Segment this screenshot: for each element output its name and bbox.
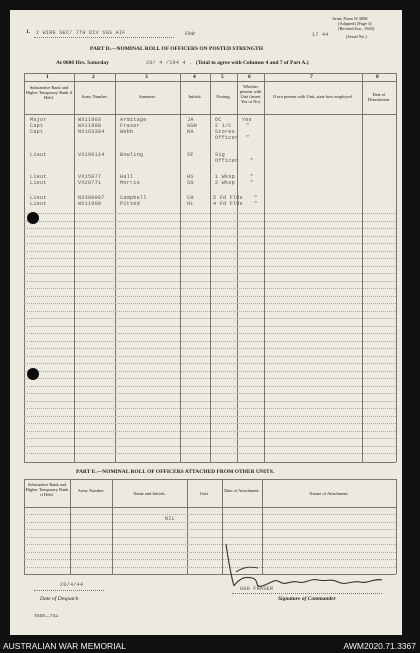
ruled-line xyxy=(24,273,396,274)
initials-cell: SG xyxy=(187,180,194,186)
posting-cell: 1 Wksp xyxy=(215,174,235,180)
surname-cell: Pitted xyxy=(120,201,140,207)
posting-cell: OC xyxy=(215,117,222,123)
ruled-line xyxy=(24,529,396,530)
print-code: T0455—7/42. xyxy=(34,613,59,618)
e-col-header-army-number: Army Number. xyxy=(77,488,105,493)
ruled-line xyxy=(24,393,396,394)
army-number-cell: VX15077 xyxy=(78,174,102,180)
ruled-line xyxy=(24,401,396,402)
present-cell: " xyxy=(250,174,254,180)
surname-cell: Armitage xyxy=(120,117,147,123)
army-form-code: Army Form W.3008 xyxy=(332,16,368,21)
ruled-line xyxy=(24,326,396,327)
initials-cell: GGH xyxy=(187,123,197,129)
ruled-line xyxy=(24,356,396,357)
archive-banner xyxy=(0,640,420,653)
army-number-cell: NX163304 xyxy=(78,129,105,135)
army-number-cell: WX11903 xyxy=(78,117,102,123)
col-num-7: 7 xyxy=(310,74,313,80)
e-col-header-unit: Unit. xyxy=(200,491,209,496)
dispatch-underline xyxy=(34,590,104,591)
ruled-line xyxy=(24,522,396,523)
ruled-line xyxy=(24,288,396,289)
col-num-4: 4 xyxy=(193,74,196,80)
signature-underline xyxy=(232,593,382,594)
unit-underline xyxy=(34,37,174,38)
surname-cell: Webb xyxy=(120,129,134,135)
col-header-detachment: Date of Detachment. xyxy=(367,92,391,102)
present-cell: " xyxy=(254,201,258,207)
army-number-cell: VX20771 xyxy=(78,180,102,186)
ruled-line xyxy=(24,303,396,304)
ruled-line xyxy=(24,446,396,447)
rank-cell: Capt xyxy=(30,123,44,129)
present-cell: " xyxy=(246,123,250,129)
posting-cell: 2 i/c xyxy=(215,123,232,129)
initials-cell: HS xyxy=(187,174,194,180)
e-col-header-name: Name and Initials. xyxy=(133,491,166,496)
ruled-line xyxy=(24,333,396,334)
rank-cell: Major xyxy=(30,117,47,123)
surname-cell: Campbell xyxy=(120,195,147,201)
part-d-subtitle-suffix: (Total to agree with Columns 4 and 7 of Part A.) xyxy=(196,60,309,66)
col-header-employment: If not present with Unit, state how employed. xyxy=(273,94,353,99)
ruled-line xyxy=(24,341,396,342)
archive-name: AUSTRALIAN WAR MEMORIAL xyxy=(3,641,126,651)
roll-date: 20/ 4 /194 4 . xyxy=(146,60,193,66)
ruled-line xyxy=(24,537,396,538)
ruled-line xyxy=(24,266,396,267)
commander-name: GGH FRASER xyxy=(240,586,274,592)
posting-cell: Sig xyxy=(215,152,225,158)
nil-entry: NIL xyxy=(165,516,175,522)
signature-label: Signature of Commander xyxy=(278,596,336,602)
col-num-8: 8 xyxy=(376,74,379,80)
col-num-6: 6 xyxy=(248,74,251,80)
col-num-1: 1 xyxy=(46,74,49,80)
surname-cell: Fraser xyxy=(120,123,140,129)
unit-label: Unit xyxy=(185,31,195,37)
col-header-posting: Posting. xyxy=(216,94,231,99)
ruled-line xyxy=(24,431,396,432)
unit-value: 2 WIRE SEC/ 7TH DIV SGS AIF xyxy=(36,30,126,36)
present-cell: Yes xyxy=(242,117,252,123)
posting-cell: Officer xyxy=(215,158,239,164)
col-header-rank: Substantive Rank and Higher Temporary Rank if Held. xyxy=(25,85,73,100)
ruled-line xyxy=(24,213,396,214)
posting-cell: 2 Wksp xyxy=(215,180,235,186)
ruled-line xyxy=(24,236,396,237)
ruled-line xyxy=(24,296,396,297)
serial-value: 17 44 xyxy=(312,32,329,38)
ruled-line xyxy=(24,348,396,349)
ruled-line xyxy=(24,416,396,417)
col-num-5: 5 xyxy=(221,74,224,80)
ruled-line xyxy=(24,251,396,252)
army-number-cell: WX11900 xyxy=(78,201,102,207)
col-header-initials: Initials. xyxy=(188,94,202,99)
ruled-line xyxy=(24,371,396,372)
present-cell: " xyxy=(246,135,250,141)
ruled-line xyxy=(24,514,396,515)
col-num-3: 3 xyxy=(145,74,148,80)
rank-cell: Lieut xyxy=(30,201,47,207)
unit-prefix: 1. xyxy=(26,29,31,35)
surname-cell: Bowling xyxy=(120,152,144,158)
rank-cell: Lieut xyxy=(30,180,47,186)
ruled-line xyxy=(24,386,396,387)
ruled-line xyxy=(24,281,396,282)
part-d-title: PART D.—NOMINAL ROLL OF OFFICERS ON POSTED STRENGTH xyxy=(90,46,263,52)
rank-cell: Lieut xyxy=(30,152,47,158)
posting-cell: 5 Fd Flds xyxy=(213,195,243,201)
ruled-line xyxy=(24,378,396,379)
e-col-header-nature: Nature of Attachment. xyxy=(309,491,349,496)
ruled-line xyxy=(24,243,396,244)
army-number-cell: WX11908 xyxy=(78,123,102,129)
punch-hole xyxy=(27,212,39,224)
posting-cell: 4 Fd Flds xyxy=(213,201,243,207)
e-col-header-rank: Substantive Rank and Higher Temporary Rank if Held. xyxy=(25,482,69,497)
ruled-line xyxy=(24,318,396,319)
initials-cell: RA xyxy=(187,129,194,135)
part-d-subtitle-prefix: At 0600 Hrs. Saturday xyxy=(56,60,109,66)
rank-cell: Capt xyxy=(30,129,44,135)
serial-label: (Serial No.) xyxy=(346,34,367,39)
col-header-present: Whether present with Unit (insert Yes or No) xyxy=(239,84,262,104)
rank-cell: Lieut xyxy=(30,174,47,180)
form-adapted: (Adapted) (Page 3) xyxy=(338,21,372,26)
posting-cell: Stores xyxy=(215,129,235,135)
ruled-line xyxy=(24,453,396,454)
ruled-line xyxy=(24,408,396,409)
dispatch-label: Date of Despatch xyxy=(40,596,79,602)
form-revised: (Revised Jun., 1943) xyxy=(338,26,375,31)
col-num-2: 2 xyxy=(92,74,95,80)
surname-cell: Hall xyxy=(120,174,134,180)
initials-cell: CH xyxy=(187,195,194,201)
present-cell: " xyxy=(250,158,254,164)
initials-cell: SF xyxy=(187,152,194,158)
form-sheet xyxy=(10,10,402,635)
ruled-line xyxy=(24,423,396,424)
col-header-surname: Surname. xyxy=(139,94,156,99)
initials-cell: HL xyxy=(187,201,194,207)
initials-cell: JA xyxy=(187,117,194,123)
archive-reference: AWM2020.71.3367 xyxy=(343,641,416,651)
ruled-line xyxy=(24,363,396,364)
part-e-title: PART E.—NOMINAL ROLL OF OFFICERS ATTACHED FROM OTHER UNITS. xyxy=(76,469,275,475)
present-cell: " xyxy=(254,195,258,201)
ruled-line xyxy=(24,221,396,222)
col-header-army-number: Army Number. xyxy=(81,94,108,99)
ruled-line xyxy=(24,228,396,229)
posting-cell: Officer xyxy=(215,135,239,141)
punch-hole xyxy=(27,368,39,380)
present-cell: " xyxy=(250,180,254,186)
dispatch-date: 20/4/44 xyxy=(60,582,84,588)
surname-cell: Morris xyxy=(120,180,140,186)
ruled-line xyxy=(24,438,396,439)
rank-cell: Lieut xyxy=(30,195,47,201)
army-number-cell: VX100114 xyxy=(78,152,105,158)
army-number-cell: NX300007 xyxy=(78,195,105,201)
e-col-header-attachment-date: Date of Attachment. xyxy=(224,488,260,493)
ruled-line xyxy=(24,311,396,312)
ruled-line xyxy=(24,258,396,259)
